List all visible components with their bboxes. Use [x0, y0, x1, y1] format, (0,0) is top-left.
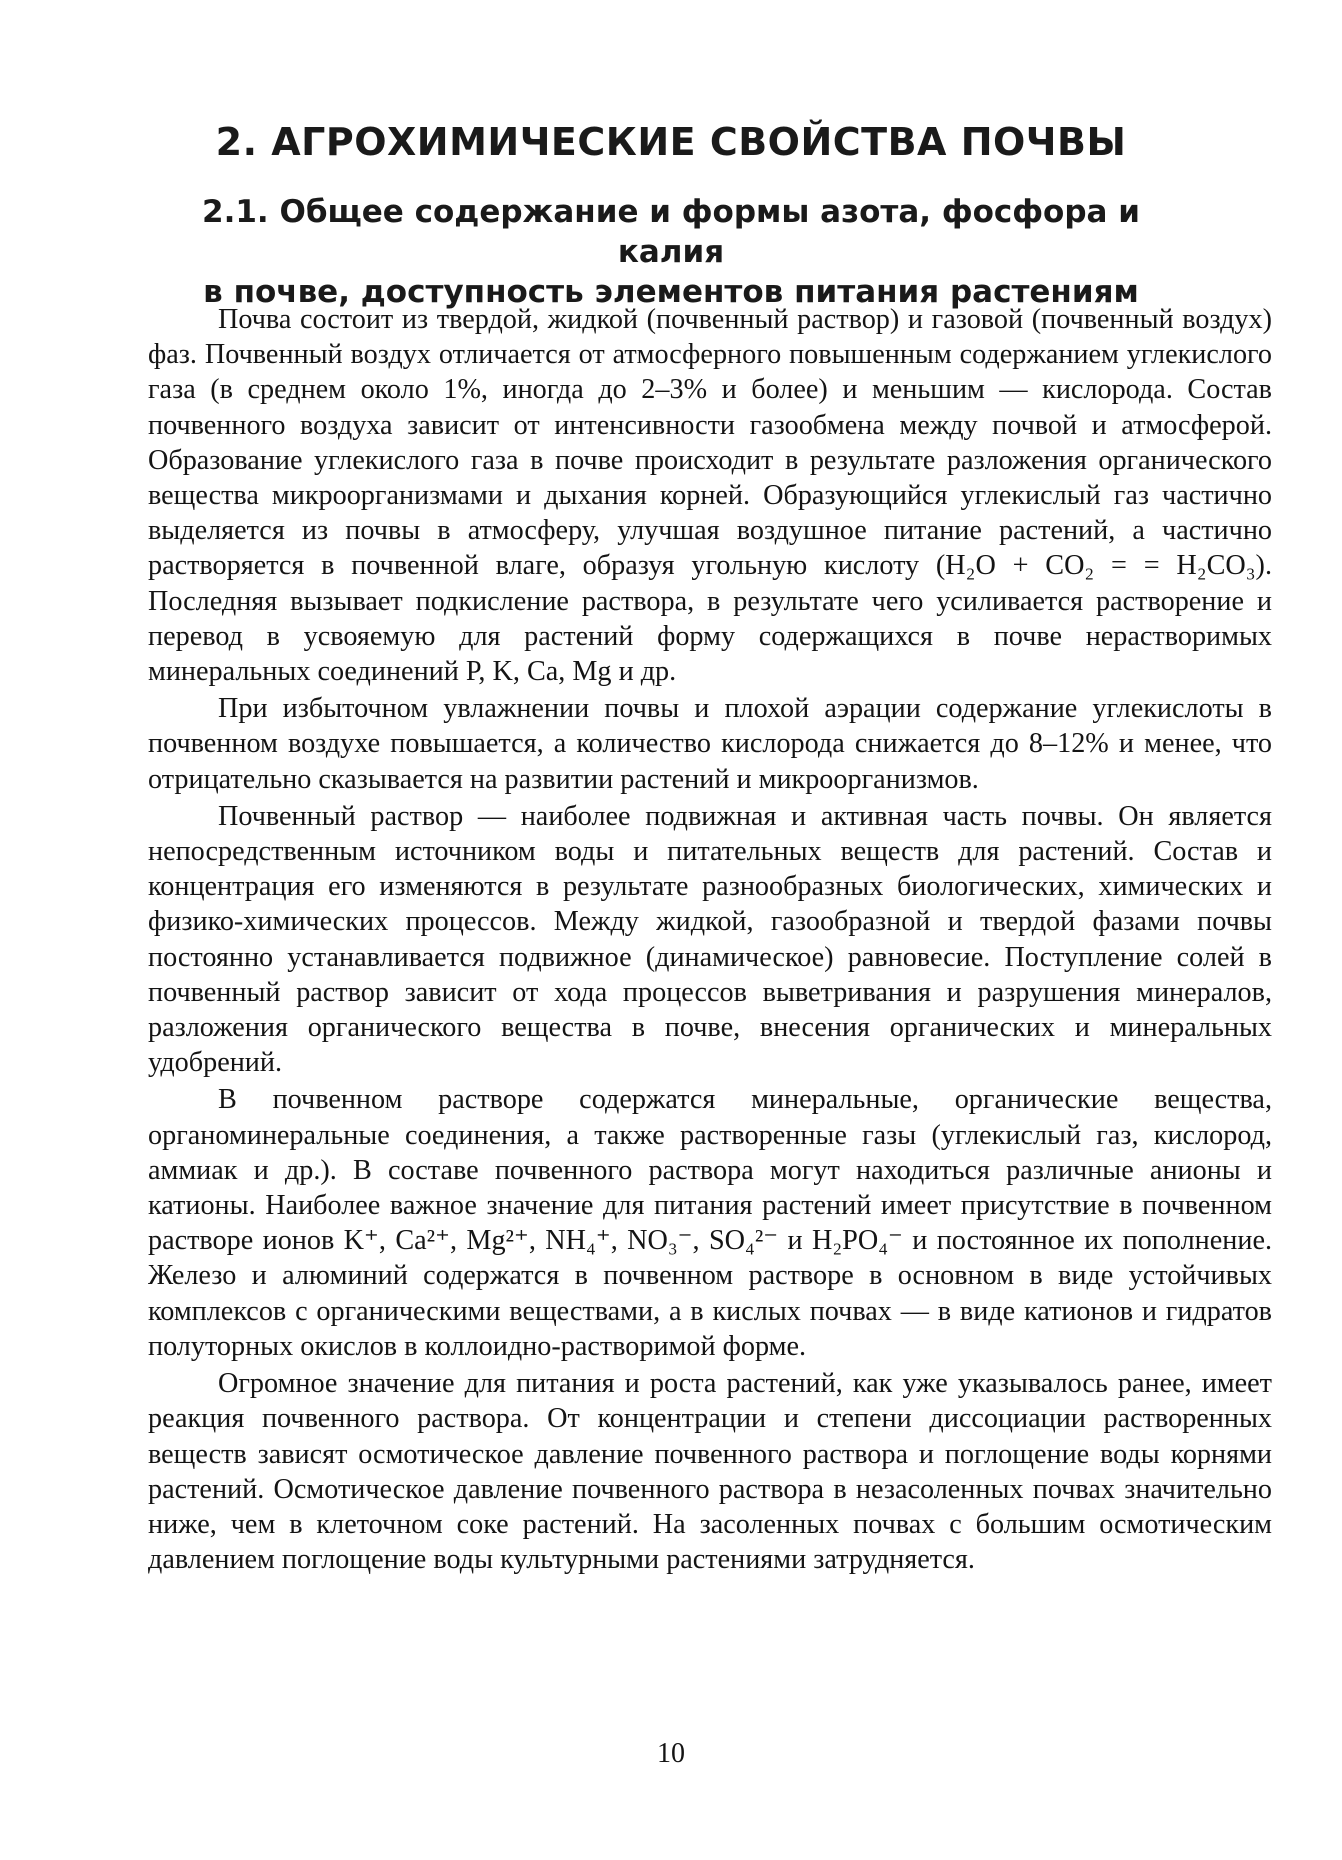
section-title — [150, 192, 1192, 312]
paragraph-soil-phases: Почва состоит из твердой, жидкой (почвенный раствор) и газовой (почвенный воздух) фаз. Почвенный воздух отличается от атмосферного повышенным содержанием углекислого газа (в среднем около 1%, иногда до 2–3% и более) и меньшим — кислорода. Состав почвенного воздуха зависит от интенсивности газообмена между почвой и атмосферой. Образование углекислого газа в почве происходит в результате разложения органического вещества микроорганизмами и дыхания корней. Образующийся углекислый газ частично выделяется из почвы в атмосферу, улучшая воздушное питание растений, а частично растворяется в почвенной влаге, образуя угольную кислоту (H₂O + CO₂ = = H₂CO₃). Последняя вызывает подкисление раствора, в результате чего усиливается растворение и перевод в усвояемую для растений форму содержащихся в почве нерастворимых минеральных соединений P, K, Ca, Mg и др. — [148, 304, 1272, 688]
paragraph-osmotic-pressure: Огромное значение для питания и роста растений, как уже указывалось ранее, имеет реакция почвенного раствора. От концентрации и степени диссоциации растворенных веществ зависят осмотическое давление почвенного раствора и поглощение воды корнями растений. Осмотическое давление почвенного раствора в незасоленных почвах значительно ниже, чем в клеточном соке растений. На засоленных почвах с большим осмотическим давлением поглощение воды культурными растениями затрудняется. — [148, 1368, 1272, 1576]
paragraph-excess-moisture: При избыточном увлажнении почвы и плохой аэрации содержание углекислоты в почвенном воздухе повышается, а количество кислорода снижается до 8–12% и менее, что отрицательно сказывается на развитии растений и микроорганизмов. — [148, 693, 1272, 795]
section-title-line-1: 2.1. Общее содержание и формы азота, фосфора и калия — [202, 194, 1140, 270]
body-text — [148, 302, 1272, 1577]
section-title-line-2: в почве, доступность элементов питания растениям — [203, 274, 1139, 310]
paragraph-soil-solution: Почвенный раствор — наиболее подвижная и активная часть почвы. Он является непосредственным источником воды и питательных веществ для растений. Состав и концентрация его изменяются в результате разнообразных биологических, химических и физико-химических процессов. Между жидкой, газообразной и твердой фазами почвы постоянно устанавливается подвижное (динамическое) равновесие. Поступление солей в почвенный раствор зависит от хода процессов выветривания и разрушения минералов, разложения органического вещества в почве, внесения органических и минеральных удобрений. — [148, 800, 1272, 1079]
chapter-title: 2. АГРОХИМИЧЕСКИЕ СВОЙСТВА ПОЧВЫ — [215, 120, 1127, 164]
paragraph-solution-composition: В почвенном растворе содержатся минеральные, органические вещества, органоминеральные соединения, а также растворенные газы (углекислый газ, кислород, аммиак и др.). В составе почвенного раствора могут находиться различные анионы и катионы. Наиболее важное значение для питания растений имеет присутствие в почвенном растворе ионов K⁺, Ca²⁺, Mg²⁺, NH₄⁺, NO₃⁻, SO₄²⁻ и H₂PO₄⁻ и постоянное их пополнение. Железо и алюминий содержатся в почвенном растворе в основном в виде устойчивых комплексов с органическими веществами, а в кислых почвах — в виде катионов и гидратов полуторных окислов в коллоидно-растворимой форме. — [148, 1084, 1272, 1362]
page-number: 10 — [657, 1738, 685, 1769]
